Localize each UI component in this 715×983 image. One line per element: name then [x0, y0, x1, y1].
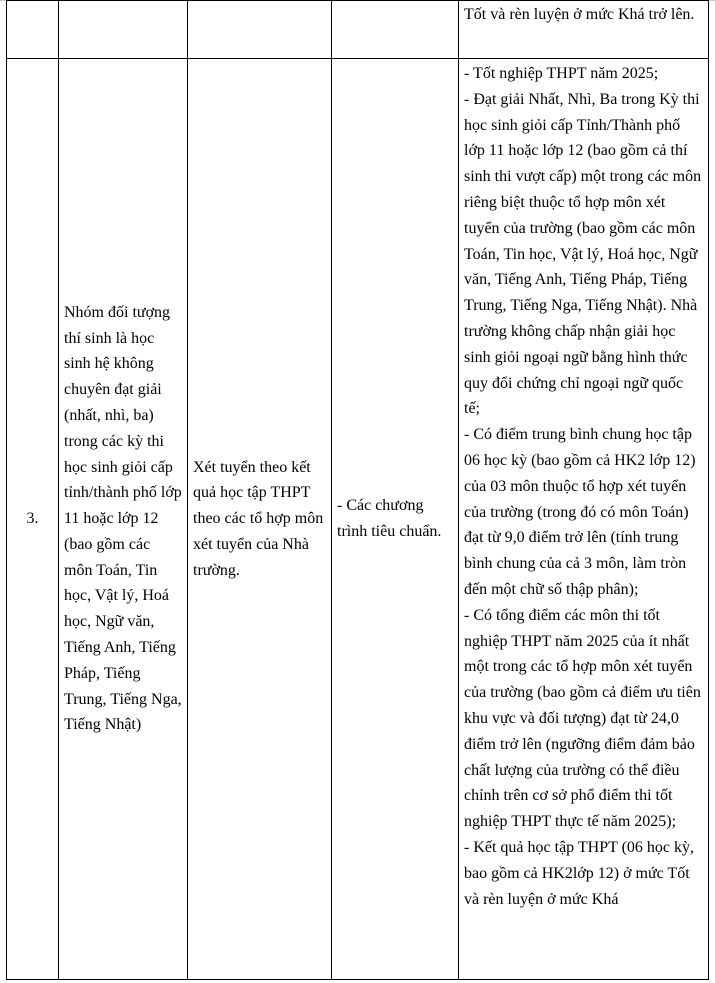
criteria-item: - Kết quả học tập THPT (06 học kỳ, bao gồm cả HK2lớp 12) ở mức Tốt và rèn luyện ở mức Khá: [464, 838, 695, 908]
cell-criteria: [459, 59, 709, 980]
cell-row-number: [7, 59, 59, 980]
criteria-list: [464, 61, 703, 912]
cell-program-empty: [332, 1, 459, 59]
cell-method-empty: [188, 1, 332, 59]
table-row-continuation: [7, 1, 709, 59]
target-group-text: Nhóm đối tượng thí sinh là học sinh hệ không chuyên đạt giải (nhất, nhì, ba) trong các kỳ thi học sinh giỏi cấp tỉnh/thành phố lớp 11 hoặc lớp 12 (bao gồm các môn Toán, Tin học, Vật lý, Hoá học, Ngữ văn, Tiếng Anh, Tiếng Pháp, Tiếng Trung, Tiếng Nga, Tiếng Nhật): [64, 303, 182, 734]
table-row-3: [7, 59, 709, 980]
criteria-item: - Có tổng điểm các môn thi tốt nghiệp THPT năm 2025 của ít nhất một trong các tổ hợp môn xét tuyển của trường (bao gồm cả điểm ưu tiên khu vực và đối tượng) đạt từ 24,0 điểm trở lên (ngưỡng điểm đảm bảo chất lượng của trường có thể điều chỉnh trên cơ sở phổ điểm thi tốt nghiệp THPT thực tế năm 2025);: [464, 606, 701, 831]
cell-admission-method: [188, 59, 332, 980]
program-text: - Các chương trình tiêu chuẩn.: [337, 497, 442, 540]
cell-target-group: [59, 59, 188, 980]
criteria-continuation-text: Tốt và rèn luyện ở mức Khá trở lên.: [464, 6, 695, 23]
admission-method-text: Xét tuyển theo kết quả học tập THPT theo các tổ hợp môn xét tuyển của Nhà trường.: [193, 458, 324, 579]
cell-criteria-continued: [459, 1, 709, 59]
criteria-item: - Tốt nghiệp THPT năm 2025;: [464, 65, 659, 82]
criteria-item: - Đạt giải Nhất, Nhì, Ba trong Kỳ thi học sinh giỏi cấp Tỉnh/Thành phố lớp 11 hoặc lớp 12 (bao gồm cả thí sinh thi vượt cấp) một trong các môn riêng biệt thuộc tổ hợp môn xét tuyển của trường (bao gồm các môn Toán, Tin học, Vật lý, Hoá học, Ngữ văn, Tiếng Anh, Tiếng Pháp, Tiếng Trung, Tiếng Nga, Tiếng Nhật). Nhà trường không chấp nhận giải học sinh giỏi ngoại ngữ bằng hình thức quy đổi chứng chỉ ngoại ngữ quốc tế;: [464, 90, 702, 418]
admission-criteria-table: [6, 0, 709, 980]
cell-program: [332, 59, 459, 980]
row-number: 3.: [26, 510, 39, 527]
criteria-item: - Có điểm trung bình chung học tập 06 học kỳ (bao gồm cả HK2 lớp 12) của 03 môn thuộc tổ hợp xét tuyển của trường (trong đó có môn Toán) đạt từ 9,0 điểm trở lên (tính trung bình chung của cả 3 môn, làm tròn đến một chữ số thập phân);: [464, 426, 696, 598]
cell-target-empty: [59, 1, 188, 59]
cell-number-empty: [7, 1, 59, 59]
